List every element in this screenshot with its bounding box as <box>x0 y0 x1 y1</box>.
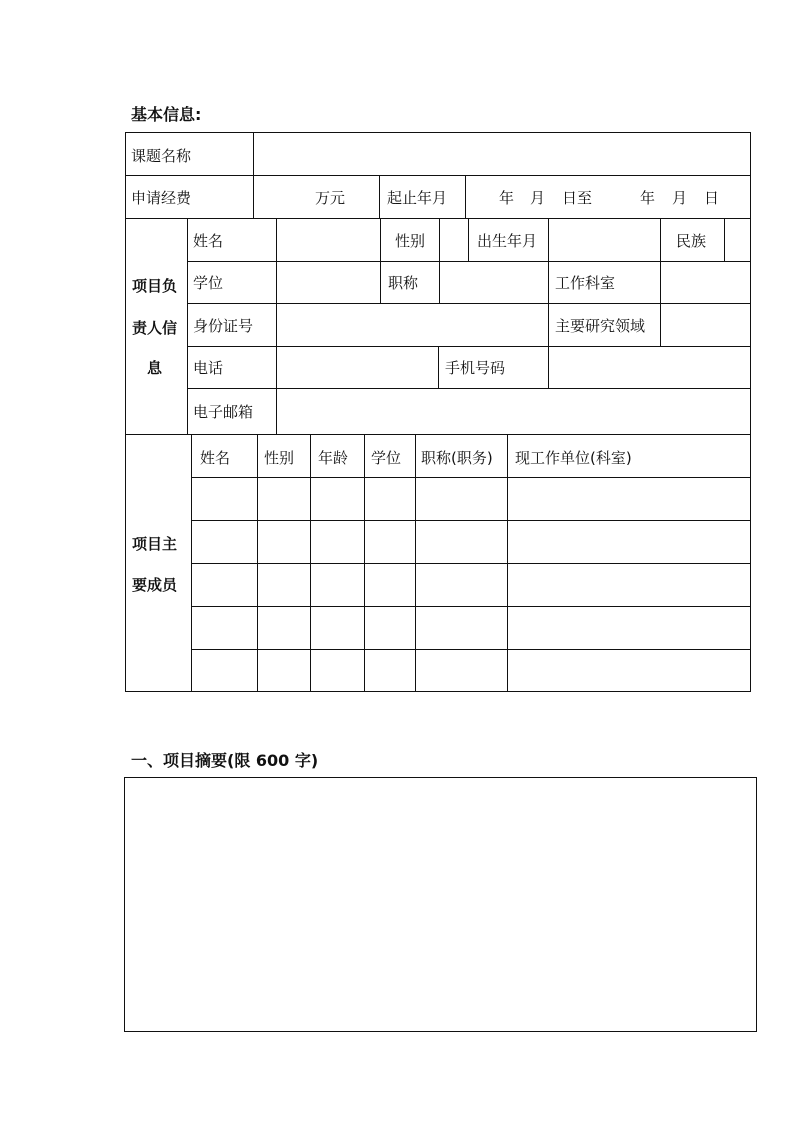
basic-info-heading: 基本信息: <box>131 105 202 124</box>
members-row[interactable] <box>193 608 749 648</box>
leader-title-field[interactable] <box>441 263 546 303</box>
leader-department-label: 工作科室 <box>555 274 616 292</box>
leader-id-field[interactable] <box>278 305 546 345</box>
leader-gender-label: 性别 <box>395 232 426 250</box>
period-label: 起止年月 <box>387 189 448 207</box>
project-title-field[interactable] <box>255 134 749 174</box>
funding-unit: 万元 <box>315 189 346 207</box>
members-col-age: 年龄 <box>318 449 349 467</box>
leader-name-field[interactable] <box>278 220 378 260</box>
leader-phone-label: 电话 <box>193 359 224 377</box>
leader-mobile-label: 手机号码 <box>445 359 506 377</box>
period-start-day-to: 日至 <box>562 189 593 207</box>
members-section-label-1: 项目主 <box>132 535 178 553</box>
leader-email-label: 电子邮箱 <box>193 403 254 421</box>
summary-heading: 一、项目摘要(限 600 字) <box>131 751 319 770</box>
leader-email-field[interactable] <box>278 390 749 432</box>
leader-degree-label: 学位 <box>193 274 224 292</box>
leader-title-label: 职称 <box>388 274 419 292</box>
members-col-gender: 性别 <box>264 449 295 467</box>
leader-section-label-2: 责人信 <box>132 319 178 337</box>
members-row[interactable] <box>193 651 749 691</box>
period-start-month: 月 <box>530 189 546 207</box>
leader-ethnicity-label: 民族 <box>676 232 707 250</box>
members-col-degree: 学位 <box>371 449 402 467</box>
members-col-name: 姓名 <box>200 449 231 467</box>
leader-research-field[interactable] <box>662 305 749 345</box>
leader-ethnicity-field[interactable] <box>726 220 749 260</box>
summary-textarea[interactable] <box>124 777 757 1032</box>
leader-section-label-3: 息 <box>147 359 163 377</box>
leader-phone-field[interactable] <box>278 348 436 386</box>
period-start-year: 年 <box>499 189 515 207</box>
period-end-month: 月 <box>672 189 688 207</box>
members-row[interactable] <box>193 565 749 605</box>
members-col-workplace: 现工作单位(科室) <box>515 449 632 467</box>
period-end-year: 年 <box>640 189 656 207</box>
leader-degree-field[interactable] <box>278 263 378 303</box>
leader-department-field[interactable] <box>662 263 749 303</box>
members-row[interactable] <box>193 479 749 519</box>
leader-id-label: 身份证号 <box>193 317 254 335</box>
leader-name-label: 姓名 <box>193 232 224 250</box>
leader-birth-label: 出生年月 <box>477 232 538 250</box>
period-end-day: 日 <box>704 189 720 207</box>
leader-section-label-1: 项目负 <box>132 277 178 295</box>
leader-gender-field[interactable] <box>441 220 467 260</box>
leader-mobile-field[interactable] <box>550 348 749 386</box>
funding-label: 申请经费 <box>131 189 192 207</box>
project-title-label: 课题名称 <box>131 147 192 165</box>
leader-birth-field[interactable] <box>550 220 658 260</box>
members-section-label-2: 要成员 <box>132 576 178 594</box>
leader-research-label: 主要研究领域 <box>555 317 646 335</box>
members-col-title: 职称(职务) <box>421 449 493 467</box>
members-row[interactable] <box>193 522 749 562</box>
